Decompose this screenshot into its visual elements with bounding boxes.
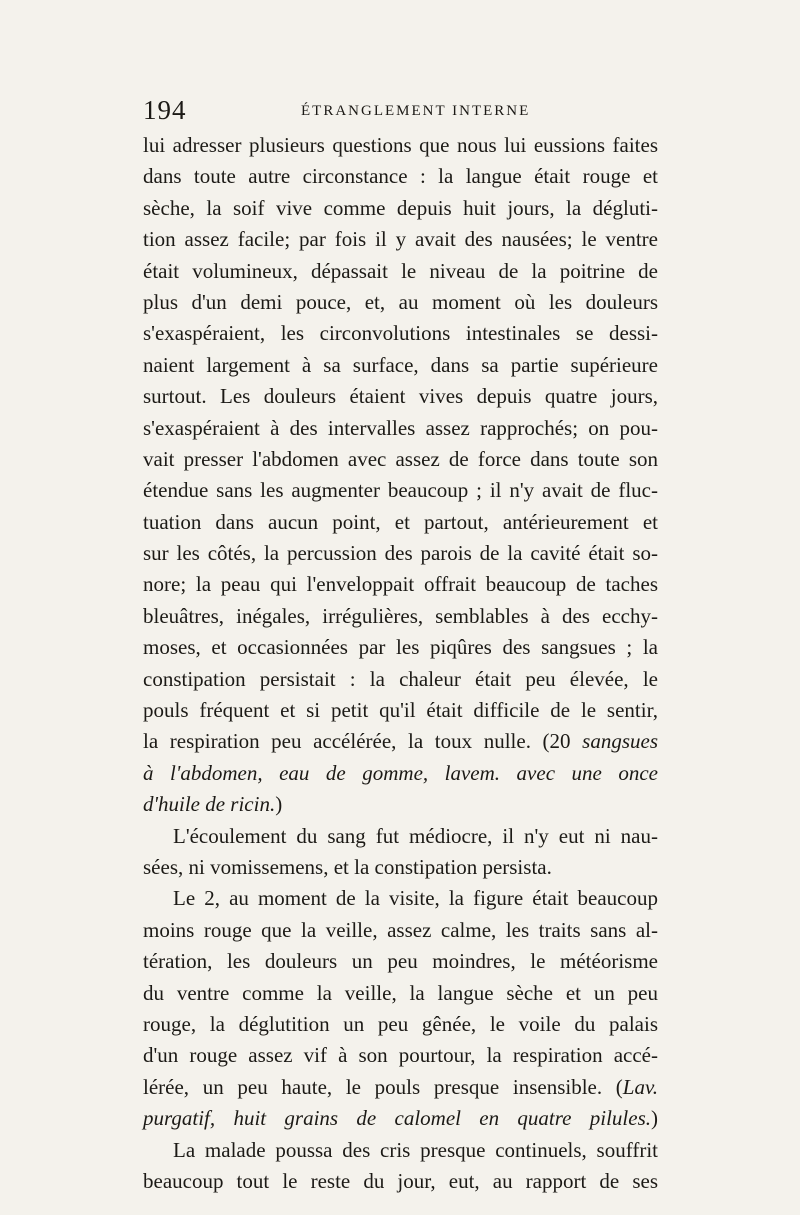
italic-span: Lav. <box>622 1074 658 1099</box>
text-line: lui adresser plusieurs questions que nous lui eussions faites <box>143 133 658 157</box>
text-span: ) <box>651 1106 658 1131</box>
text-line: à l'abdomen, eau de gomme, lavem. avec une once <box>143 760 658 785</box>
text-line: vait presser l'abdomen avec assez de force dans toute son <box>143 446 658 471</box>
text-line: dans toute autre circonstance : la langue était rouge et <box>143 164 658 189</box>
text-line: bleuâtres, inégales, irrégulières, semblables à des ecchy- <box>143 603 658 628</box>
text-line: s'exaspéraient, les circonvolutions intestinales se dessi- <box>143 321 658 346</box>
text-line: beaucoup tout le reste du jour, eut, au rapport de ses <box>143 1168 658 1193</box>
body-text <box>143 130 658 1197</box>
text-line: était volumineux, dépassait le niveau de la poitrine de <box>143 258 658 283</box>
text-line: sèche, la soif vive comme depuis huit jours, la dégluti- <box>143 195 658 220</box>
text-line: sées, ni vomissemens, et la constipation persista. <box>143 854 552 879</box>
running-title: ÉTRANGLEMENT INTERNE <box>301 103 531 119</box>
text-line: tuation dans aucun point, et partout, antérieurement et <box>143 509 658 534</box>
text-line: L'écoulement du sang fut médiocre, il n'y eut ni nau- <box>173 823 658 848</box>
page-header <box>143 95 663 127</box>
text-line: étendue sans les augmenter beaucoup ; il n'y avait de fluc- <box>143 478 658 503</box>
text-line: du ventre comme la veille, la langue sèche et un peu <box>143 980 658 1005</box>
text-line <box>143 726 658 757</box>
text-line: rouge, la déglutition un peu gênée, le voile du palais <box>143 1011 658 1036</box>
text-line: d'un rouge assez vif à son pourtour, la respiration accé- <box>143 1043 658 1068</box>
text-line: naient largement à sa surface, dans sa partie supérieure <box>143 352 658 377</box>
text-span: la respiration peu accélérée, la toux nulle. (20 <box>143 729 583 754</box>
italic-span: sangsues <box>582 729 658 754</box>
text-line: plus d'un demi pouce, et, au moment où les douleurs <box>143 289 658 314</box>
text-line: tion assez facile; par fois il y avait des nausées; le ventre <box>143 227 658 252</box>
text-span: ) <box>275 792 283 817</box>
text-line <box>143 789 658 820</box>
italic-span: d'huile de ricin. <box>143 792 276 817</box>
text-line: constipation persistait : la chaleur était peu élevée, le <box>143 666 658 691</box>
text-line <box>143 1103 658 1134</box>
text-line: pouls fréquent et si petit qu'il était difficile de le sentir, <box>143 698 658 723</box>
text-line: Le 2, au moment de la visite, la figure était beaucoup <box>173 886 658 911</box>
text-span: lérée, un peu haute, le pouls presque insensible. ( <box>143 1074 623 1099</box>
text-line: La malade poussa des cris presque continuels, souffrit <box>173 1137 658 1162</box>
italic-span: purgatif, huit grains de calomel en quatre pilules. <box>143 1106 651 1131</box>
text-line <box>143 1072 658 1103</box>
page-number: 194 <box>143 95 187 125</box>
text-line: nore; la peau qui l'enveloppait offrait beaucoup de taches <box>143 572 658 597</box>
text-line: s'exaspéraient à des intervalles assez rapprochés; on pou- <box>143 415 658 440</box>
text-line: moins rouge que la veille, assez calme, les traits sans al- <box>143 917 658 942</box>
text-line: surtout. Les douleurs étaient vives depuis quatre jours, <box>143 384 658 409</box>
text-line: moses, et occasionnées par les piqûres des sangsues ; la <box>143 635 658 660</box>
text-line: sur les côtés, la percussion des parois de la cavité était so- <box>143 541 658 566</box>
text-line: tération, les douleurs un peu moindres, le météorisme <box>143 949 658 974</box>
